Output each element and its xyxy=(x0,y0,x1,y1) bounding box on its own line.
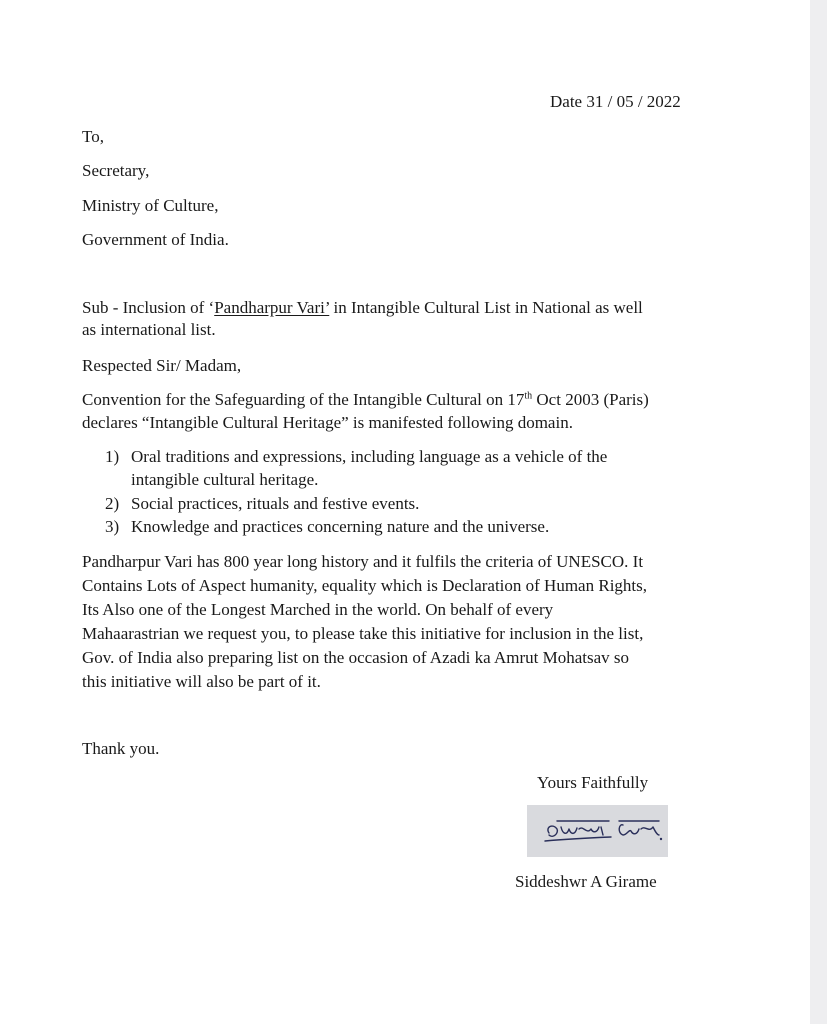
list-item-text: Social practices, rituals and festive events. xyxy=(131,494,420,513)
list-item-number: 2) xyxy=(105,494,120,513)
para1-text-b: Oct 2003 (Paris) xyxy=(532,390,649,409)
signature-image xyxy=(527,805,668,857)
paragraph-2-line: Mahaarastrian we request you, to please take this initiative for inclusion in the list, xyxy=(82,624,644,643)
paragraph-1-line-2: declares “Intangible Cultural Heritage” is manifested following domain. xyxy=(82,413,573,432)
list-item-text: Oral traditions and expressions, including language as a vehicle of the xyxy=(131,447,608,466)
subject-underlined: Pandharpur Vari’ xyxy=(214,298,330,317)
list-item-text: intangible cultural heritage. xyxy=(131,470,319,489)
paragraph-2-line: Pandharpur Vari has 800 year long history and it fulfils the criteria of UNESCO. It xyxy=(82,552,644,571)
signatory-name: Siddeshwr A Girame xyxy=(515,872,657,891)
subject-suffix: in Intangible Cultural List in National as well xyxy=(329,298,643,317)
address-line-to: To, xyxy=(82,127,104,146)
para1-text-a: Convention for the Safeguarding of the Intangible Cultural on 17 xyxy=(82,390,525,409)
page-edge-strip xyxy=(810,0,827,1024)
letter-date: Date 31 / 05 / 2022 xyxy=(550,92,681,111)
salutation: Respected Sir/ Madam, xyxy=(82,356,242,375)
address-line-government: Government of India. xyxy=(82,230,229,249)
list-item-number: 3) xyxy=(105,517,120,536)
thank-you: Thank you. xyxy=(82,739,160,758)
address-line-ministry: Ministry of Culture, xyxy=(82,196,219,215)
list-item-number: 1) xyxy=(105,447,120,466)
signature-scribble xyxy=(527,805,668,857)
paragraph-2-line: Contains Lots of Aspect humanity, equality which is Declaration of Human Rights, xyxy=(82,576,648,595)
paragraph-2-line: this initiative will also be part of it. xyxy=(82,672,321,691)
closing: Yours Faithfully xyxy=(537,773,649,792)
list-item-text: Knowledge and practices concerning nature and the universe. xyxy=(131,517,550,536)
paragraph-1-line-1 xyxy=(82,390,649,410)
paragraph-2-line: Its Also one of the Longest Marched in the world. On behalf of every xyxy=(82,600,554,619)
address-line-secretary: Secretary, xyxy=(82,161,150,180)
paragraph-2-line: Gov. of India also preparing list on the occasion of Azadi ka Amrut Mohatsav so xyxy=(82,648,630,667)
subject-line xyxy=(82,298,643,318)
para1-superscript: th xyxy=(524,390,533,402)
subject-prefix: Sub - Inclusion of ‘ xyxy=(82,298,215,317)
subject-line-2: as international list. xyxy=(82,320,216,339)
